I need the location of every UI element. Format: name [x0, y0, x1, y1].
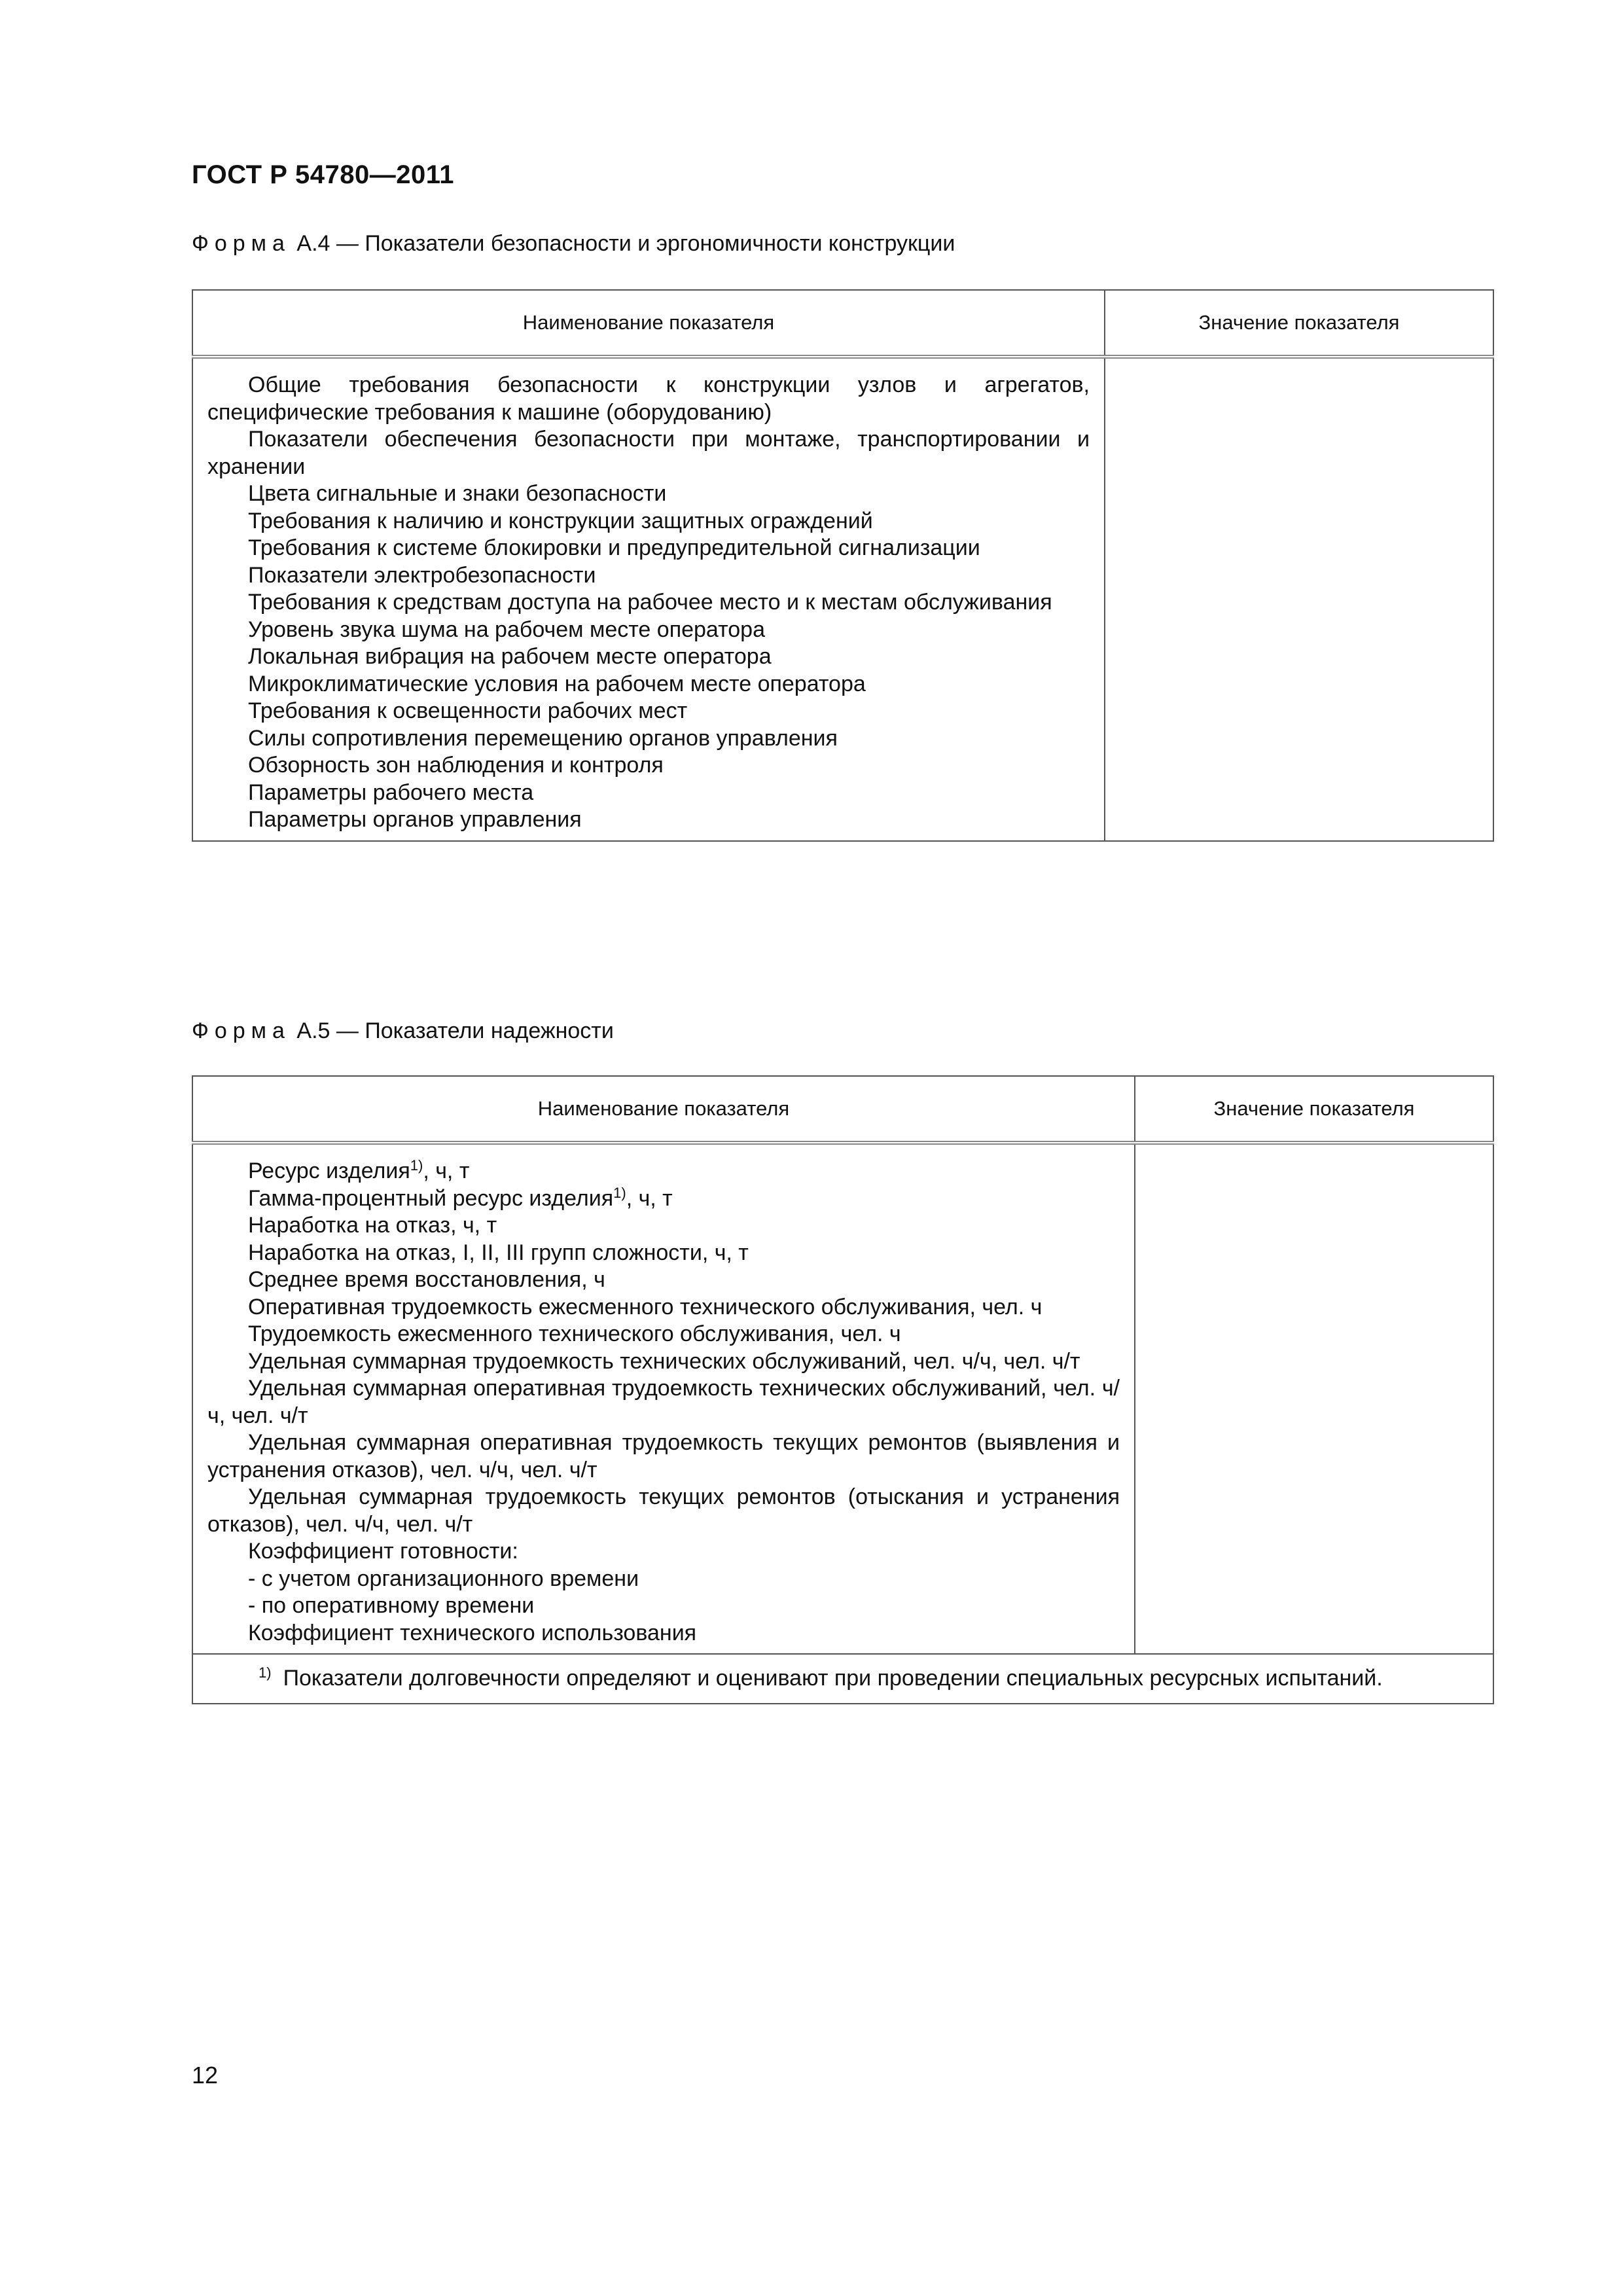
form-a4-caption [192, 231, 955, 257]
form-a5-item: Коэффициент технического использования [248, 1620, 697, 1645]
page-number: 12 [192, 2062, 219, 2089]
footnote-text: Показатели долговечности определяют и оценивают при проведении специальных ресурсных испытаний. [283, 1666, 1383, 1691]
form-a4-item: Обзорность зон наблюдения и контроля [248, 753, 664, 778]
form-a5-footnote: 1) Показатели долговечности определяют и оценивают при проведении специальных ресурсных испытаний. [192, 1654, 1493, 1704]
form-a4-item: Требования к освещенности рабочих мест [248, 698, 688, 723]
form-a5-item: Трудоемкость ежесменного технического обслуживания, чел. ч [248, 1321, 901, 1346]
form-a4-item: Цвета сигнальные и знаки безопасности [248, 481, 667, 506]
form-a4-body-row [192, 357, 1493, 841]
form-a5-header-row [192, 1076, 1493, 1143]
form-a4-item: Требования к средствам доступа на рабочее место и к местам обслуживания [248, 590, 1052, 615]
form-a4-item: Уровень звука шума на рабочем месте оператора [248, 617, 766, 642]
form-a5-footnote-row [192, 1654, 1493, 1704]
footnote-ref: 1) [613, 1184, 626, 1201]
form-a4-item: Требования к системе блокировки и предупредительной сигнализации [248, 535, 980, 560]
form-a4-item: Параметры органов управления [248, 807, 582, 832]
form-a5-item: - по оперативному времени [248, 1593, 535, 1618]
form-a5-item: Удельная суммарная трудоемкость текущих ремонтов (отыскания и устранения отказов), чел. ч/ч, чел. ч/т [207, 1484, 1120, 1537]
form-a5-caption-word: Форма [192, 1018, 291, 1043]
form-a5-caption [192, 1018, 614, 1044]
form-a5-item: - с учетом организационного времени [248, 1566, 639, 1591]
form-a4-col-name: Наименование показателя [192, 290, 1105, 357]
form-a5-caption-title: А.5 — Показатели надежности [296, 1018, 614, 1043]
form-a5-item: Удельная суммарная оперативная трудоемкость технических обслуживаний, чел. ч/ч, чел. ч/т [207, 1376, 1120, 1428]
form-a4-value-cell[interactable] [1105, 357, 1493, 841]
form-a4-item: Микроклиматические условия на рабочем месте оператора [248, 671, 866, 696]
form-a5-item: Среднее время восстановления, ч [248, 1267, 605, 1292]
form-a4-item: Общие требования безопасности к конструкции узлов и агрегатов, специфические требования к машине (оборудованию) [207, 372, 1090, 425]
form-a4-items-cell [192, 357, 1105, 841]
form-a5-item: Удельная суммарная трудоемкость технических обслуживаний, чел. ч/ч, чел. ч/т [248, 1348, 1080, 1374]
form-a5-item: Гамма-процентный ресурс изделия$^{1)}$, ч, т [248, 1184, 673, 1211]
form-a4-table [192, 289, 1494, 842]
form-a5-item: Коэффициент готовности: [248, 1539, 518, 1564]
form-a5-col-name: Наименование показателя [192, 1076, 1135, 1143]
form-a4-item: Параметры рабочего места [248, 780, 534, 805]
form-a4-col-value: Значение показателя [1105, 290, 1493, 357]
form-a4-header-row [192, 290, 1493, 357]
form-a4-caption-title: А.4 — Показатели безопасности и эргономичности конструкции [296, 231, 955, 256]
form-a4-item: Показатели электробезопасности [248, 562, 596, 588]
footnote-ref: 1) [410, 1157, 423, 1174]
form-a5-item: Оперативная трудоемкость ежесменного технического обслуживания, чел. ч [248, 1294, 1043, 1319]
form-a5-col-value: Значение показателя [1135, 1076, 1493, 1143]
form-a5-items-cell [192, 1143, 1135, 1654]
form-a5-body-row [192, 1143, 1493, 1654]
form-a5-item: Удельная суммарная оперативная трудоемкость текущих ремонтов (выявления и устранения отказов), чел. ч/ч, чел. ч/т [207, 1430, 1120, 1482]
form-a5-item: Наработка на отказ, I, II, III групп сложности, ч, т [248, 1240, 749, 1265]
form-a4-item: Показатели обеспечения безопасности при монтаже, транспортировании и хранении [207, 427, 1090, 479]
document-code: ГОСТ Р 54780—2011 [192, 160, 454, 189]
form-a4-item: Требования к наличию и конструкции защитных ограждений [248, 508, 873, 533]
form-a5-value-cell[interactable] [1135, 1143, 1493, 1654]
form-a5-table [192, 1075, 1494, 1704]
form-a5-item: Наработка на отказ, ч, т [248, 1213, 497, 1238]
form-a4-caption-word: Форма [192, 231, 291, 256]
form-a4-item: Локальная вибрация на рабочем месте оператора [248, 644, 772, 669]
form-a5-item: Ресурс изделия$^{1)}$, ч, т [248, 1157, 470, 1183]
form-a4-item: Силы сопротивления перемещению органов управления [248, 725, 838, 751]
